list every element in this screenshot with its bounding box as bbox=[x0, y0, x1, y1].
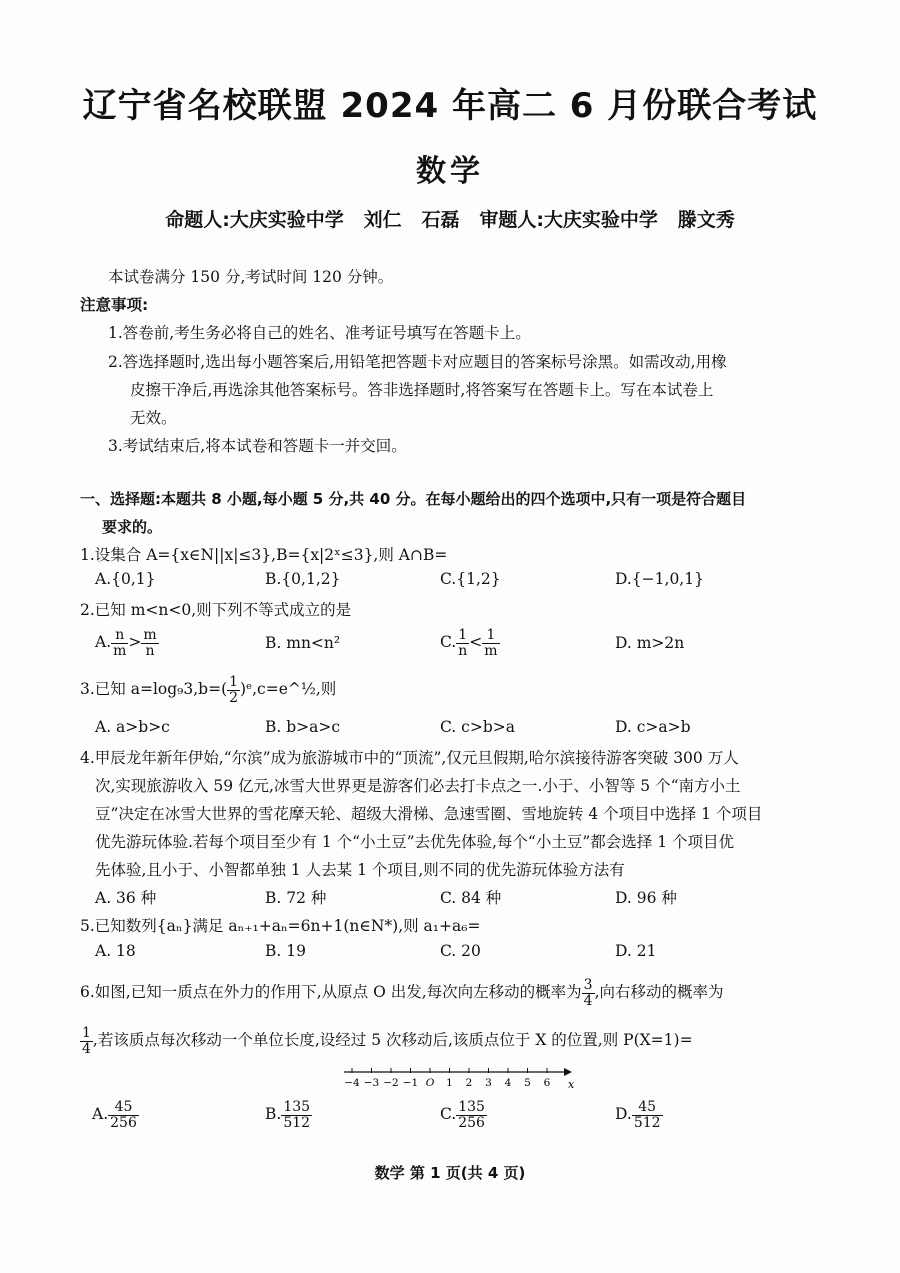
subject-heading: 数学 bbox=[416, 154, 484, 189]
page-footer: 数学 第 1 页(共 4 页) bbox=[374, 1164, 526, 1182]
fraction-denominator: m bbox=[484, 642, 498, 659]
tick-label: −2 bbox=[383, 1077, 399, 1089]
fraction bbox=[456, 1100, 487, 1130]
q5-option-b: B. 19 bbox=[265, 942, 306, 960]
q1-option-b: B.{0,1,2} bbox=[265, 570, 341, 588]
q6-option-b bbox=[265, 1100, 312, 1130]
q3-option-b: B. b>a>c bbox=[265, 718, 341, 736]
notice-item: 2.答选择题时,选出每小题答案后,用铅笔把答题卡对应题目的答案标号涂黑。如需改动,用橡 bbox=[108, 353, 727, 371]
q1-stem: 1.设集合 A={x∈N||x|≤3},B={x|2ˣ≤3},则 A∩B= bbox=[80, 546, 448, 564]
q4-option-c: C. 84 种 bbox=[440, 889, 502, 907]
fraction bbox=[80, 1026, 93, 1056]
option-letter: C. bbox=[440, 1105, 457, 1124]
q5-option-d: D. 21 bbox=[615, 942, 657, 960]
tick-label: −1 bbox=[402, 1077, 419, 1089]
notice-item: 1.答卷前,考生务必将自己的姓名、准考证号填写在答题卡上。 bbox=[108, 324, 531, 342]
fraction-numerator: 45 bbox=[108, 1100, 139, 1116]
q3-option-a: A. a>b>c bbox=[95, 718, 170, 736]
fraction-numerator: 135 bbox=[458, 1099, 485, 1115]
q3-option-c: C. c>b>a bbox=[440, 718, 515, 736]
section-heading-cont: 要求的。 bbox=[102, 518, 163, 536]
fraction-denominator: m bbox=[113, 642, 127, 659]
notice-item: 皮擦干净后,再选涂其他答案标号。答非选择题时,将答案写在答题卡上。写在本试卷上 bbox=[130, 381, 714, 399]
option-letter: C. bbox=[440, 633, 457, 652]
fraction-numerator: n bbox=[111, 628, 128, 644]
q5-option-c: C. 20 bbox=[440, 942, 481, 960]
option-letter: B. bbox=[265, 1105, 282, 1124]
q3-stem bbox=[80, 675, 336, 705]
fraction bbox=[456, 628, 469, 658]
fraction bbox=[141, 628, 158, 658]
fraction bbox=[632, 1100, 663, 1130]
fraction-denominator: 512 bbox=[283, 1114, 311, 1131]
tick-label: 6 bbox=[543, 1077, 551, 1089]
q3-stem-start: 3.已知 a=log₉3,b=( bbox=[80, 680, 228, 699]
fraction-numerator: 1 bbox=[482, 628, 499, 644]
intro-text: 本试卷满分 150 分,考试时间 120 分钟。 bbox=[108, 268, 394, 286]
tick-label: 1 bbox=[446, 1077, 453, 1089]
q4-stem-line: 4.甲辰龙年新年伊始,“尔滨”成为旅游城市中的“顶流”,仅元旦假期,哈尔滨接待游客突破 300 万人 bbox=[80, 749, 739, 767]
fraction-denominator: 4 bbox=[583, 992, 593, 1009]
fraction bbox=[108, 1100, 139, 1130]
q4-option-d: D. 96 种 bbox=[615, 889, 677, 907]
option-letter: D. bbox=[615, 1105, 632, 1124]
tick-label: 4 bbox=[504, 1077, 512, 1089]
q3-stem-end: )ᵉ,c=e^½,则 bbox=[240, 680, 337, 699]
q6-option-d bbox=[615, 1100, 663, 1130]
tick-label: 3 bbox=[485, 1077, 492, 1089]
q1-option-c: C.{1,2} bbox=[440, 570, 501, 588]
option-letter: A. bbox=[92, 1105, 109, 1124]
q6-option-a bbox=[92, 1100, 139, 1130]
fraction-numerator: 1 bbox=[229, 674, 239, 690]
q4-stem-line: 优先游玩体验.若每个项目至少有 1 个“小土豆”去优先体验,每个“小土豆”都会选择 1 个项目优 bbox=[95, 833, 734, 851]
fraction-numerator: 45 bbox=[632, 1100, 663, 1116]
axis-label: x bbox=[568, 1078, 575, 1090]
q6-option-c bbox=[440, 1100, 487, 1130]
fraction-denominator: 512 bbox=[633, 1114, 661, 1131]
tick-group bbox=[344, 1068, 550, 1089]
q3-option-d: D. c>a>b bbox=[615, 718, 691, 736]
q6-stem-text: ,若该质点每次移动一个单位长度,设经过 5 次移动后,该质点位于 X 的位置,则 P(X=1)= bbox=[92, 1031, 693, 1050]
tick-label: 2 bbox=[465, 1077, 473, 1089]
fraction-numerator: m bbox=[143, 627, 157, 643]
fraction bbox=[227, 675, 240, 705]
notice-item: 3.考试结束后,将本试卷和答题卡一并交回。 bbox=[108, 437, 407, 455]
fraction-denominator: 256 bbox=[458, 1114, 485, 1131]
q2-option-b: B. mn<n² bbox=[265, 634, 341, 652]
q4-stem-line: 豆”决定在冰雪大世界的雪花摩天轮、超级大滑梯、急速雪圈、雪地旋转 4 个项目中选择 1 个项目 bbox=[95, 805, 763, 823]
operator: < bbox=[469, 633, 483, 652]
number-line-figure bbox=[340, 1066, 580, 1090]
tick-label: O bbox=[425, 1077, 435, 1089]
tick-label: −4 bbox=[344, 1077, 360, 1089]
q1-option-d: D.{−1,0,1} bbox=[615, 570, 704, 588]
option-letter: A. bbox=[95, 633, 112, 652]
fraction-denominator: 256 bbox=[110, 1114, 137, 1131]
q4-stem-line: 先体验,且小于、小智都单独 1 人去某 1 个项目,则不同的优先游玩体验方法有 bbox=[95, 861, 625, 879]
fraction bbox=[281, 1100, 312, 1130]
q6-stem-text: 6.如图,已知一质点在外力的作用下,从原点 O 出发,每次向左移动的概率为 bbox=[80, 983, 582, 1002]
fraction-numerator: 1 bbox=[82, 1025, 91, 1041]
notice-title: 注意事项: bbox=[80, 296, 149, 314]
q2-option-d: D. m>2n bbox=[615, 634, 685, 652]
fraction-numerator: 3 bbox=[583, 977, 593, 993]
q2-option-a bbox=[95, 628, 159, 658]
fraction-numerator: 135 bbox=[283, 1099, 311, 1115]
q6-stem-line2 bbox=[80, 1026, 693, 1056]
fraction bbox=[111, 628, 128, 658]
notice-item: 无效。 bbox=[130, 409, 177, 427]
q5-option-a: A. 18 bbox=[95, 942, 136, 960]
q4-stem-line: 次,实现旅游收入 59 亿元,冰雪大世界更是游客们必去打卡点之一.小于、小智等 5 个“南方小土 bbox=[95, 777, 741, 795]
fraction-numerator: 1 bbox=[456, 628, 469, 644]
q5-stem: 5.已知数列{aₙ}满足 aₙ₊₁+aₙ=6n+1(n∈N*),则 a₁+a₆= bbox=[80, 917, 481, 935]
fraction-denominator: n bbox=[145, 642, 155, 659]
q2-option-c bbox=[440, 628, 500, 658]
q4-option-a: A. 36 种 bbox=[95, 889, 157, 907]
fraction-denominator: 2 bbox=[229, 689, 239, 706]
fraction bbox=[482, 628, 499, 658]
fraction bbox=[582, 978, 595, 1008]
tick-label: 5 bbox=[524, 1077, 531, 1089]
q2-stem: 2.已知 m<n<0,则下列不等式成立的是 bbox=[80, 601, 352, 619]
authors-line: 命题人:大庆实验中学 刘仁 石磊 审题人:大庆实验中学 滕文秀 bbox=[165, 209, 735, 231]
axis-arrow bbox=[564, 1068, 572, 1076]
q1-option-a: A.{0,1} bbox=[95, 570, 156, 588]
tick-label: −3 bbox=[363, 1077, 380, 1089]
section-heading: 一、选择题:本题共 8 小题,每小题 5 分,共 40 分。在每小题给出的四个选项中,只有一项是符合题目 bbox=[80, 490, 747, 508]
operator: > bbox=[128, 633, 142, 652]
fraction-denominator: 4 bbox=[82, 1040, 91, 1057]
q6-stem-text: ,向右移动的概率为 bbox=[594, 983, 724, 1002]
q6-stem-line1 bbox=[80, 978, 724, 1008]
exam-title: 辽宁省名校联盟 2024 年高二 6 月份联合考试 bbox=[82, 86, 818, 126]
q4-option-b: B. 72 种 bbox=[265, 889, 327, 907]
fraction-denominator: n bbox=[458, 642, 468, 659]
